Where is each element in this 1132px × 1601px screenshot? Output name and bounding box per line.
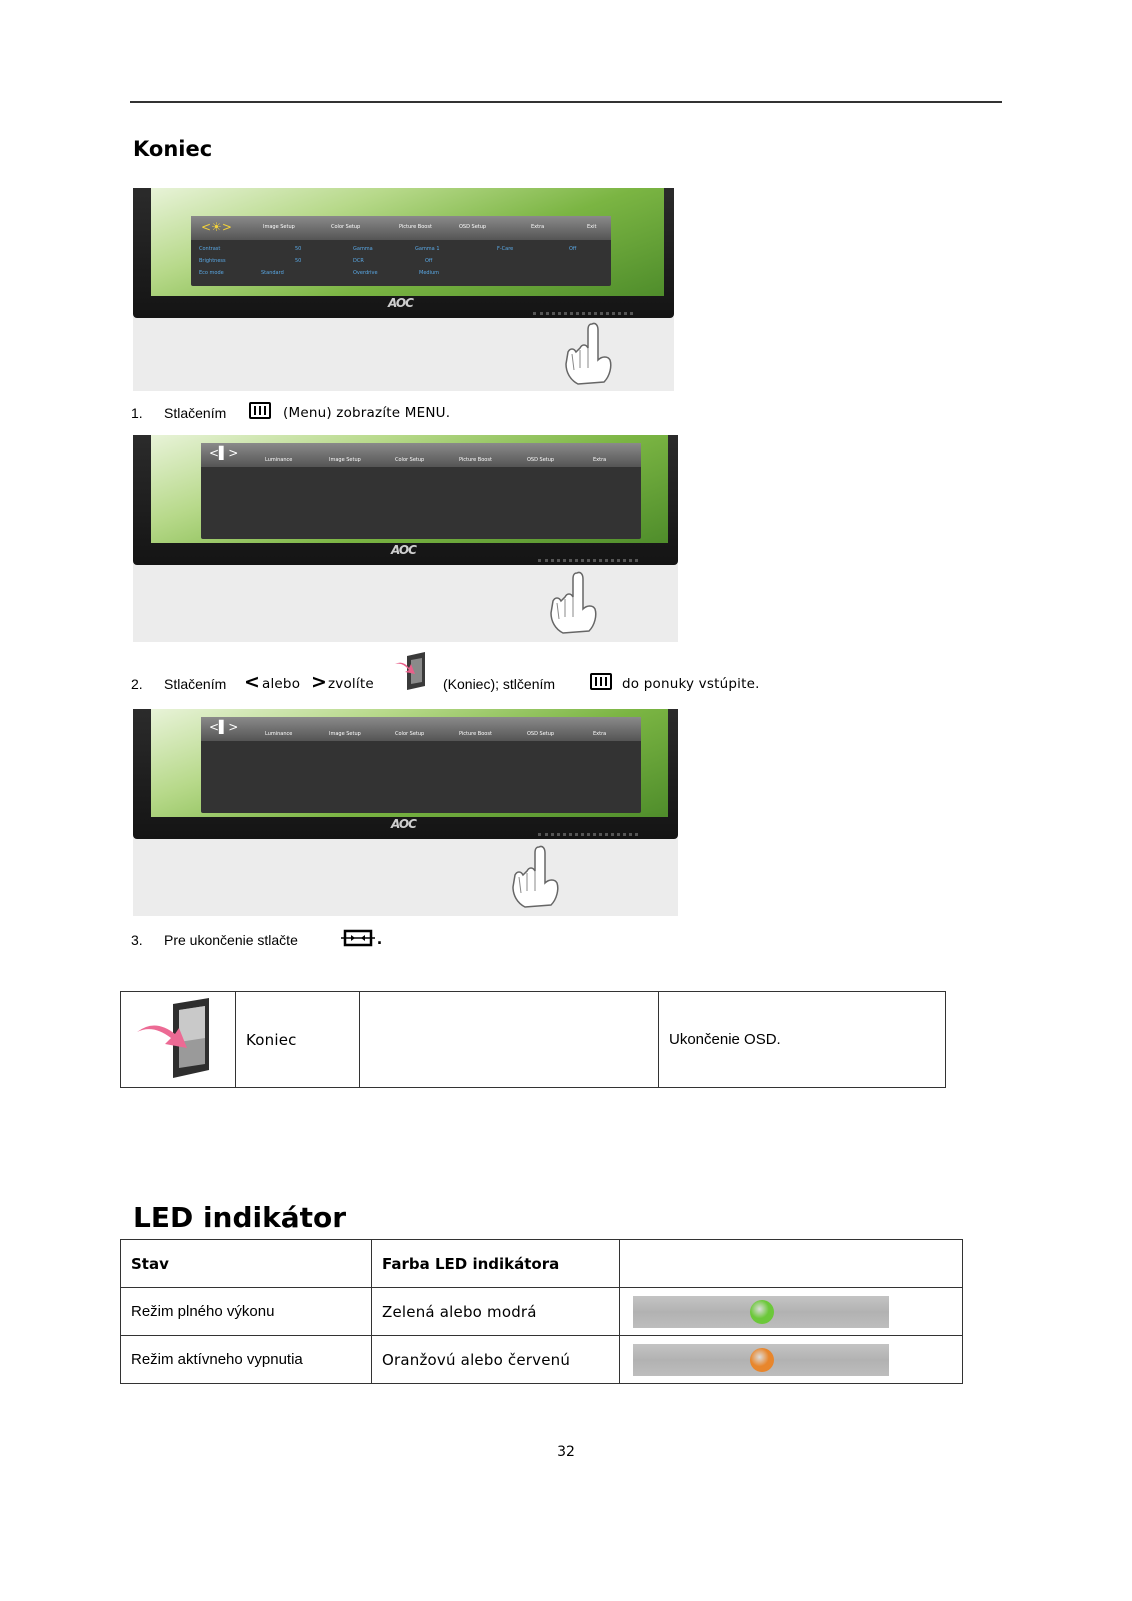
green-led-icon <box>750 1300 774 1324</box>
monitor-photo-osd-menu <box>133 188 674 391</box>
monitor-buttons <box>533 312 633 316</box>
osd-tab: Exit <box>587 224 597 230</box>
step-text: Stlačením <box>164 676 227 692</box>
right-arrow-icon: > <box>311 671 327 693</box>
osd-tab: Extra <box>593 731 607 737</box>
step-text: do ponuky vstúpite. <box>622 676 760 692</box>
step-period: . <box>377 928 383 948</box>
orange-led-icon <box>750 1348 774 1372</box>
state-cell: Režim plného výkonu <box>121 1288 372 1336</box>
menu-button-icon <box>249 402 271 419</box>
step-text: (Koniec); stlčením <box>443 676 556 692</box>
osd-panel <box>191 216 611 286</box>
osd-label: Overdrive <box>353 270 378 276</box>
monitor-bezel <box>133 435 678 565</box>
step-text: (Menu) zobrazíte MENU. <box>283 405 451 421</box>
color-cell: Oranžovú alebo červenú <box>372 1336 620 1384</box>
exit-name-cell: Koniec <box>236 992 360 1088</box>
osd-tab: Image Setup <box>263 224 295 230</box>
step-text: alebo <box>262 676 301 692</box>
monitor-photo-osd-exit <box>133 709 678 916</box>
osd-tab: Luminance <box>265 457 293 463</box>
osd-tab: Color Setup <box>331 224 361 230</box>
monitor-screen <box>151 435 668 543</box>
aoc-logo: AOC <box>391 543 416 557</box>
osd-value: 50 <box>295 258 302 264</box>
table-row <box>121 992 946 1088</box>
osd-label: Contrast <box>199 246 221 252</box>
menu-button-icon <box>590 673 612 690</box>
exit-description-cell: Ukončenie OSD. <box>659 992 946 1088</box>
osd-tab: Color Setup <box>395 457 425 463</box>
osd-value: Off <box>425 258 433 264</box>
step-number: 2. <box>131 676 143 692</box>
monitor-buttons <box>538 559 638 563</box>
osd-tab: Picture Boost <box>459 457 492 463</box>
column-header: Farba LED indikátora <box>372 1240 620 1288</box>
led-image-cell <box>620 1288 963 1336</box>
left-arrow-icon: < <box>244 671 260 693</box>
osd-tab: Picture Boost <box>399 224 432 230</box>
monitor-screen <box>151 709 668 817</box>
empty-cell <box>360 992 659 1088</box>
osd-label: Gamma <box>353 246 373 252</box>
monitor-bezel <box>133 709 678 839</box>
monitor-photo-osd-nav <box>133 435 678 642</box>
osd-value: Standard <box>261 270 284 276</box>
osd-tab: Extra <box>531 224 545 230</box>
step-text: Pre ukončenie stlačte <box>164 932 298 948</box>
osd-label: Eco mode <box>199 270 224 276</box>
table-row <box>121 1336 963 1384</box>
osd-value: Gamma 1 <box>415 246 440 252</box>
aoc-logo: AOC <box>388 296 413 310</box>
step-number: 3. <box>131 932 143 948</box>
osd-tab: Luminance <box>265 731 293 737</box>
pointing-hand-icon <box>543 569 605 637</box>
exit-door-icon <box>393 652 431 690</box>
exit-function-table <box>120 991 946 1088</box>
page-number: 32 <box>557 1444 575 1460</box>
osd-panel <box>201 717 641 813</box>
osd-tab: OSD Setup <box>459 224 487 230</box>
pointing-hand-icon <box>505 843 567 911</box>
osd-luminance-icon: <☀> <box>201 220 232 234</box>
monitor-bezel <box>133 188 674 318</box>
osd-panel <box>201 443 641 539</box>
osd-tab-bar <box>201 717 641 741</box>
color-cell: Zelená alebo modrá <box>372 1288 620 1336</box>
step-number: 1. <box>131 405 143 421</box>
led-panel <box>633 1344 889 1376</box>
step-text: zvolíte <box>328 676 374 692</box>
table-header-row <box>121 1240 963 1288</box>
pointing-hand-icon <box>558 320 620 388</box>
led-panel <box>633 1296 889 1328</box>
led-image-cell <box>620 1336 963 1384</box>
state-cell: Režim aktívneho vypnutia <box>121 1336 372 1384</box>
osd-tab: OSD Setup <box>527 457 555 463</box>
osd-exit-icon: <▌> <box>209 446 239 460</box>
column-header: Stav <box>121 1240 372 1288</box>
osd-tab-bar <box>191 216 611 240</box>
osd-value: Off <box>569 246 577 252</box>
osd-tab: OSD Setup <box>527 731 555 737</box>
column-header <box>620 1240 963 1288</box>
osd-exit-icon: <▌> <box>209 720 239 734</box>
table-row <box>121 1288 963 1336</box>
osd-tab-bar <box>201 443 641 467</box>
osd-tab: Picture Boost <box>459 731 492 737</box>
osd-tab: Image Setup <box>329 457 361 463</box>
osd-value: Medium <box>419 270 439 276</box>
osd-label: DCR <box>353 258 364 264</box>
header-rule <box>130 101 1002 103</box>
auto-exit-button-icon <box>341 927 375 949</box>
exit-icon-cell <box>121 992 236 1088</box>
monitor-buttons <box>538 833 638 837</box>
monitor-screen <box>151 188 664 296</box>
osd-tab: Image Setup <box>329 731 361 737</box>
osd-value: 50 <box>295 246 302 252</box>
osd-label: F-Care <box>497 246 514 252</box>
osd-tab: Extra <box>593 457 607 463</box>
section-title: Koniec <box>133 137 213 161</box>
osd-label: Brightness <box>199 258 226 264</box>
led-indicator-table <box>120 1239 963 1384</box>
aoc-logo: AOC <box>391 817 416 831</box>
osd-tab: Color Setup <box>395 731 425 737</box>
led-section-title: LED indikátor <box>133 1201 347 1234</box>
step-text: Stlačením <box>164 405 227 421</box>
exit-door-icon <box>135 998 221 1078</box>
